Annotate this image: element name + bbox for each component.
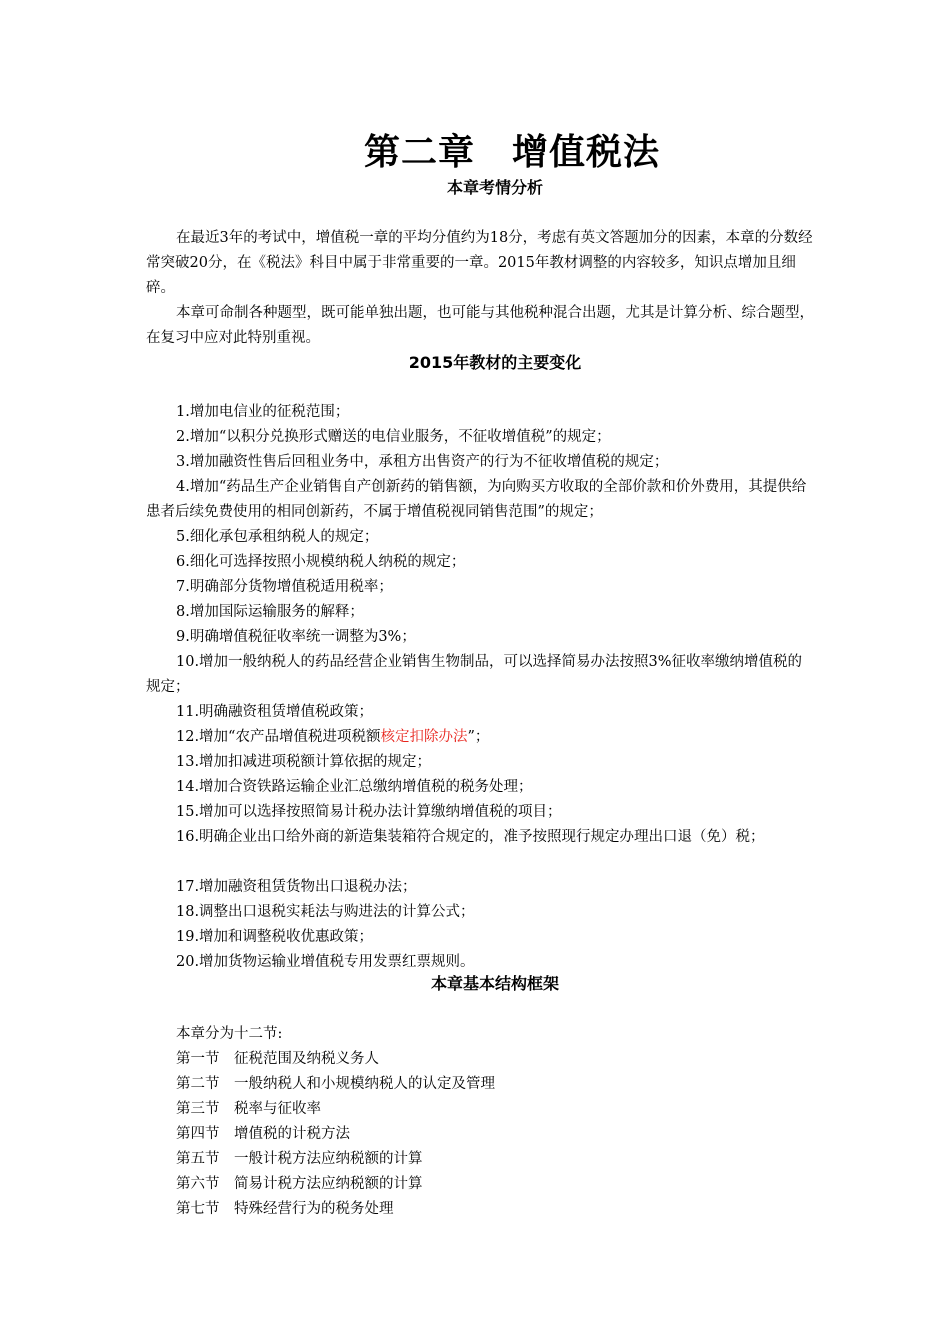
change-item: 17.增加融资租赁货物出口退税办法；	[176, 879, 417, 895]
change-item: 8.增加国际运输服务的解释；	[176, 604, 364, 620]
change-item: 4.增加“药品生产企业销售自产创新药的销售额，为向购买方收取的全部价款和价外费用，其提供给患者后续免费使用的相同创新药，不属于增值税视同销售范围”的规定；	[146, 479, 807, 520]
change-item: 3.增加融资性售后回租业务中，承租方出售资产的行为不征收增值税的规定；	[176, 454, 669, 470]
change-item: 10.增加一般纳税人的药品经营企业销售生物制品，可以选择简易办法按照3%征收率缴纳增值税的规定；	[146, 654, 803, 695]
change-item: 1.增加电信业的征税范围；	[176, 404, 350, 420]
change-item-12-suffix: ”；	[467, 729, 490, 745]
change-item: 7.明确部分货物增值税适用税率；	[176, 579, 393, 595]
change-item: 14.增加合资铁路运输企业汇总缴纳增值税的税务处理；	[176, 779, 533, 795]
change-item: 16.明确企业出口给外商的新造集装箱符合规定的，准予按照现行规定办理出口退（免）税；	[176, 829, 765, 845]
exam-analysis-heading: 本章考情分析	[446, 178, 543, 197]
chapter-title: 第二章 增值税法	[363, 131, 660, 173]
structure-section-item: 第二节 一般纳税人和小规模纳税人的认定及管理	[176, 1076, 495, 1092]
structure-section-item: 第六节 简易计税方法应纳税额的计算	[176, 1176, 423, 1192]
change-item: 13.增加扣减进项税额计算依据的规定；	[176, 754, 432, 770]
exam-analysis-paragraph-2: 本章可命制各种题型，既可能单独出题，也可能与其他税种混合出题，尤其是计算分析、综合题型，在复习中应对此特别重视。	[146, 305, 814, 346]
change-item: 6.细化可选择按照小规模纳税人纳税的规定；	[176, 554, 466, 570]
highlighted-text: 核定扣除办法	[380, 729, 468, 745]
structure-section-item: 第四节 增值税的计税方法	[176, 1126, 350, 1142]
change-item: 11.明确融资租赁增值税政策；	[176, 704, 374, 720]
change-item: 15.增加可以选择按照简易计税办法计算缴纳增值税的项目；	[176, 804, 562, 820]
change-item: 9.明确增值税征收率统一调整为3%；	[176, 629, 416, 645]
structure-section-item: 第五节 一般计税方法应纳税额的计算	[176, 1151, 423, 1167]
structure-section-item: 第七节 特殊经营行为的税务处理	[176, 1201, 394, 1217]
change-item: 5.细化承包承租纳税人的规定；	[176, 529, 379, 545]
change-item: 20.增加货物运输业增值税专用发票红票规则。	[176, 954, 475, 970]
change-item-12-prefix: 12.增加“农产品增值税进项税额	[176, 729, 381, 745]
structure-intro: 本章分为十二节:	[176, 1026, 283, 1042]
changes-heading: 2015年教材的主要变化	[408, 353, 582, 372]
structure-section-item: 第一节 征税范围及纳税义务人	[176, 1051, 379, 1067]
change-item: 18.调整出口退税实耗法与购进法的计算公式；	[176, 904, 475, 920]
change-item: 19.增加和调整税收优惠政策；	[176, 929, 374, 945]
structure-heading: 本章基本结构框架	[430, 974, 559, 993]
change-item-12	[146, 725, 816, 750]
structure-section-item: 第三节 税率与征收率	[176, 1101, 321, 1117]
exam-analysis-paragraph-1: 在最近3年的考试中，增值税一章的平均分值约为18分，考虑有英文答题加分的因素，本章的分数经常突破20分，在《税法》科目中属于非常重要的一章。2015年教材调整的内容较多，知识点增加且细碎。	[146, 230, 813, 296]
change-item: 2.增加“以积分兑换形式赠送的电信业服务，不征收增值税”的规定；	[176, 429, 611, 445]
